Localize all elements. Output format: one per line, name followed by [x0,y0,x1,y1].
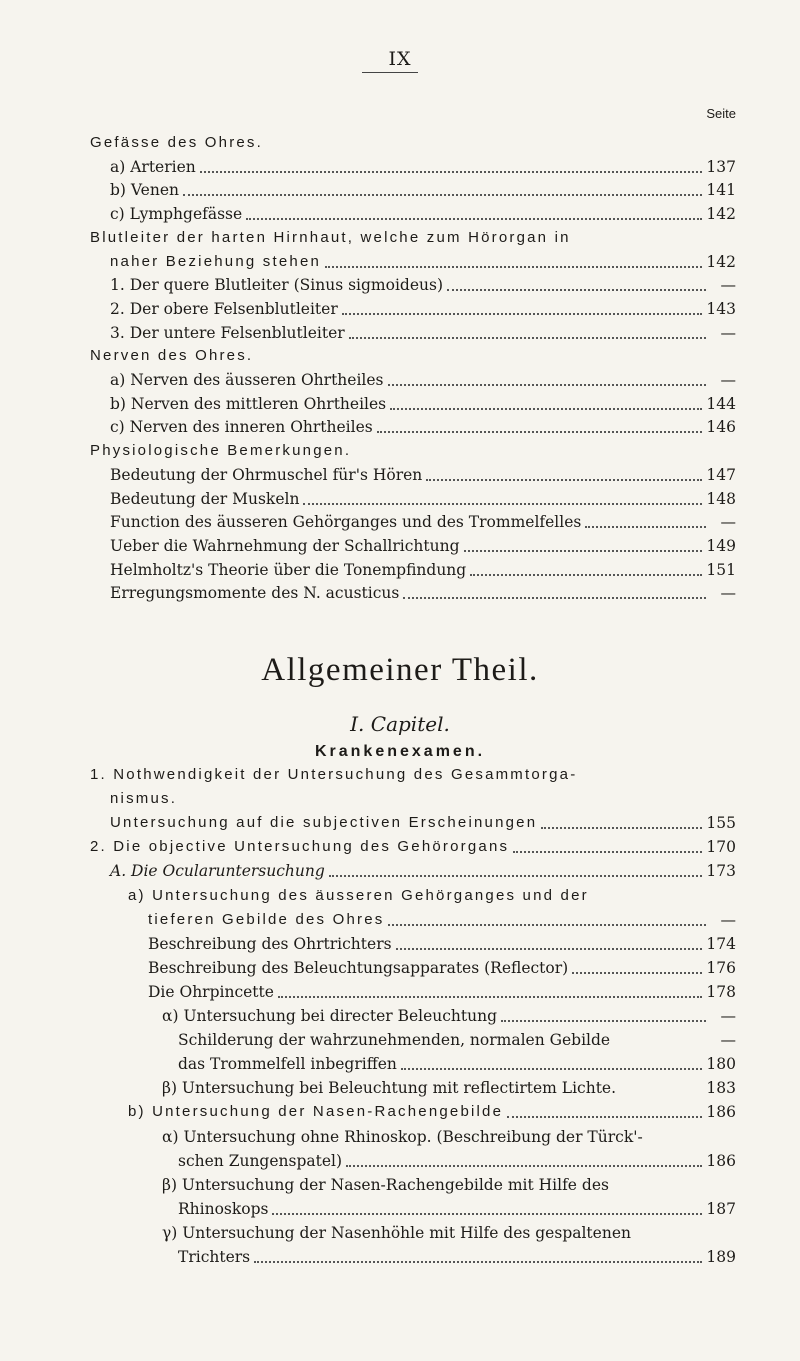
toc-entry-page: 180 [706,1055,736,1074]
toc-entry [148,957,736,979]
toc-entry [110,251,736,273]
toc-entry-page: 141 [706,181,736,200]
toc-entry-page: 183 [706,1079,736,1098]
toc-entry [110,860,736,882]
toc-entry-title: 3. Der untere Felsenblutleiter [110,323,345,342]
toc-entry-title: 1. Nothwendigkeit der Untersuchung des Gesammtorga- [90,766,578,783]
toc-entry-page: 189 [706,1248,736,1266]
toc-entry-title: Gefässe des Ohres. [90,134,263,151]
toc-entry [162,1077,736,1099]
toc-entry-title: a) Nerven des äusseren Ohrtheiles [110,371,384,389]
toc-entry-title: Die Ohrpincette [148,982,274,1001]
toc-entry-page: 144 [706,394,736,413]
toc-entry-title: Helmholtz's Theorie über die Tonempfindung [110,560,467,579]
toc-entry-title: b) Nerven des mittleren Ohrtheiles [110,394,387,413]
toc-entry [90,764,736,786]
leader-dots [541,826,702,829]
toc-entry-page: 176 [706,958,736,977]
toc-entry-title: β) Untersuchung der Nasen-Rachengebilde mit Hilfe des [162,1175,609,1194]
leader-dots [447,288,706,291]
toc-entry-title: tieferen Gebilde des Ohres [148,910,385,928]
toc-entry [148,909,736,931]
leader-dots [513,850,702,853]
toc-entry-page: — [720,910,736,929]
toc-entry-title: das Trommelfell inbegriffen [178,1055,397,1074]
leader-dots [303,502,702,505]
toc-entry-title: c) Lymphgefässe [110,205,243,224]
leader-dots [377,430,703,433]
toc-entry-page: 137 [706,157,736,176]
toc-entry [110,582,736,604]
toc-entry-title: Physiologische Bemerkungen. [90,442,352,460]
toc-entry-page: 174 [706,934,736,953]
toc-entry-title: Ueber die Wahrnehmung der Schallrichtung [110,536,460,555]
toc-entry-title: Rhinoskops [178,1199,269,1218]
toc-entry-title: a) Untersuchung des äusseren Gehörganges und der [128,886,589,904]
toc-entry [178,1198,736,1220]
toc-entry [148,933,736,955]
toc-entry [110,788,736,810]
toc-entry [178,1053,736,1075]
toc-entry [110,369,736,391]
toc-entry-page: 149 [706,536,736,555]
toc-entry [110,559,736,581]
toc-entry-title: a) Arterien [110,157,196,176]
toc-entry-page: 186 [706,1151,736,1170]
toc-entry [110,274,736,296]
toc-entry-page: 147 [706,465,736,484]
leader-dots [464,549,703,552]
toc-entry [110,812,736,834]
toc-entry-title: Bedeutung der Ohrmuschel für's Hören [110,465,423,484]
leader-dots [470,573,702,576]
leader-dots [254,1260,702,1263]
chapter-subtitle: Krankenexamen. [314,743,486,760]
toc-entry-page: 186 [706,1103,736,1122]
toc-entry [110,535,736,557]
toc-entry [162,1222,736,1244]
leader-dots [183,193,702,196]
leader-dots [246,217,702,220]
toc-entry-title: 2. Der obere Felsenblutleiter [110,299,338,318]
toc-entry [110,416,736,438]
toc-entry [178,1150,736,1172]
toc-entry-title: α) Untersuchung ohne Rhinoskop. (Beschreibung der Türck'- [162,1127,643,1146]
toc-entry [90,440,736,462]
leader-dots [507,1115,702,1118]
toc-entry-title: 1. Der quere Blutleiter (Sinus sigmoideus) [110,276,443,295]
toc-entry-page: 142 [706,252,736,271]
leader-dots [388,383,707,386]
toc-entry-page: — [720,584,736,603]
toc-entry [162,1174,736,1196]
toc-entry [110,179,736,201]
toc-entry [110,393,736,415]
toc-entry [178,1029,736,1051]
seite-label: Seite [706,106,736,121]
toc-entry-title: Untersuchung auf die subjectiven Erscheinungen [110,814,538,832]
toc-entry-title: Blutleiter der harten Hirnhaut, welche zum Hörorgan in [90,228,571,246]
toc-entry-page: 170 [706,838,736,857]
leader-dots [388,923,706,926]
toc-entry-page: — [720,371,736,389]
toc-entry [128,885,736,907]
toc-entry-title: b) Untersuchung der Nasen-Rachengebilde [128,1103,504,1121]
toc-entry-title: schen Zungenspatel) [178,1151,343,1170]
leader-dots [349,336,706,339]
leader-dots [403,596,706,599]
toc-entry-title: naher Beziehung stehen [110,252,322,270]
toc-entry-title: Bedeutung der Muskeln [110,489,300,508]
toc-entry [110,511,736,533]
toc-entry [162,1005,736,1027]
toc-entry [110,156,736,178]
toc-entry-page: 155 [706,814,736,833]
section-title: Allgemeiner Theil. [261,652,539,688]
toc-entry-page: — [720,276,736,295]
toc-entry-title: nismus. [110,790,178,808]
toc-entry-title: 2. Die objective Untersuchung des Gehörorgans [90,838,510,856]
leader-dots [329,874,703,877]
toc-entry [90,132,736,154]
header-rule [362,72,418,73]
toc-entry-page: 142 [706,205,736,224]
leader-dots [342,312,703,315]
leader-dots [426,478,702,481]
toc-entry-page: 143 [706,299,736,318]
toc-entry [90,345,736,367]
toc-entry [148,981,736,1003]
toc-entry-page: 146 [706,418,736,437]
toc-entry-title: Beschreibung des Beleuchtungsapparates (Reflector) [148,958,569,977]
toc-entry-page: 148 [706,489,736,508]
leader-dots [200,170,703,173]
toc-entry-page: — [720,1031,736,1050]
toc-entry-title: c) Nerven des inneren Ohrtheiles [110,418,373,437]
toc-entry [110,322,736,344]
toc-entry-page: — [720,513,736,532]
leader-dots [401,1067,703,1070]
toc-entry [110,203,736,225]
toc-entry-title: Nerven des Ohres. [90,347,254,365]
leader-dots [572,971,702,974]
toc-entry [110,464,736,486]
toc-entry-page: 187 [706,1199,736,1218]
toc-entry-page: — [720,323,736,342]
toc-entry-title: b) Venen [110,181,179,200]
toc-entry-page: 178 [706,982,736,1001]
leader-dots [278,995,702,998]
toc-entry [110,298,736,320]
leader-dots [272,1212,702,1215]
toc-entry-page: 173 [706,862,736,881]
toc-entry-title: β) Untersuchung bei Beleuchtung mit reflectirtem Lichte. [162,1079,617,1098]
toc-entry-page: 151 [706,560,736,579]
leader-dots [396,947,703,950]
toc-entry [162,1126,736,1148]
toc-entry-title: Erregungsmomente des N. acusticus [110,584,400,603]
toc-entry-title: Trichters [178,1248,251,1266]
toc-entry-title: Function des äusseren Gehörganges und des Trommelfelles [110,513,582,532]
toc-entry [90,227,736,249]
toc-entry [110,488,736,510]
leader-dots [501,1019,706,1022]
page-number: IX [388,48,412,70]
toc-entry [178,1246,736,1268]
toc-entry [90,836,736,858]
leader-dots [585,525,706,528]
toc-entry-title: A. Die Ocularuntersuchung [110,862,325,881]
toc-entry-title: γ) Untersuchung der Nasenhöhle mit Hilfe des gespaltenen [162,1223,631,1242]
toc-entry-title: Schilderung der wahrzunehmenden, normalen Gebilde [178,1031,611,1050]
toc-entry [128,1101,736,1123]
toc-entry-title: Beschreibung des Ohrtrichters [148,934,392,953]
leader-dots [346,1164,702,1167]
leader-dots [325,265,702,268]
chapter-title: I. Capitel. [350,712,450,736]
leader-dots [390,407,702,410]
toc-entry-page: — [720,1007,736,1025]
toc-entry-title: α) Untersuchung bei directer Beleuchtung [162,1007,498,1025]
